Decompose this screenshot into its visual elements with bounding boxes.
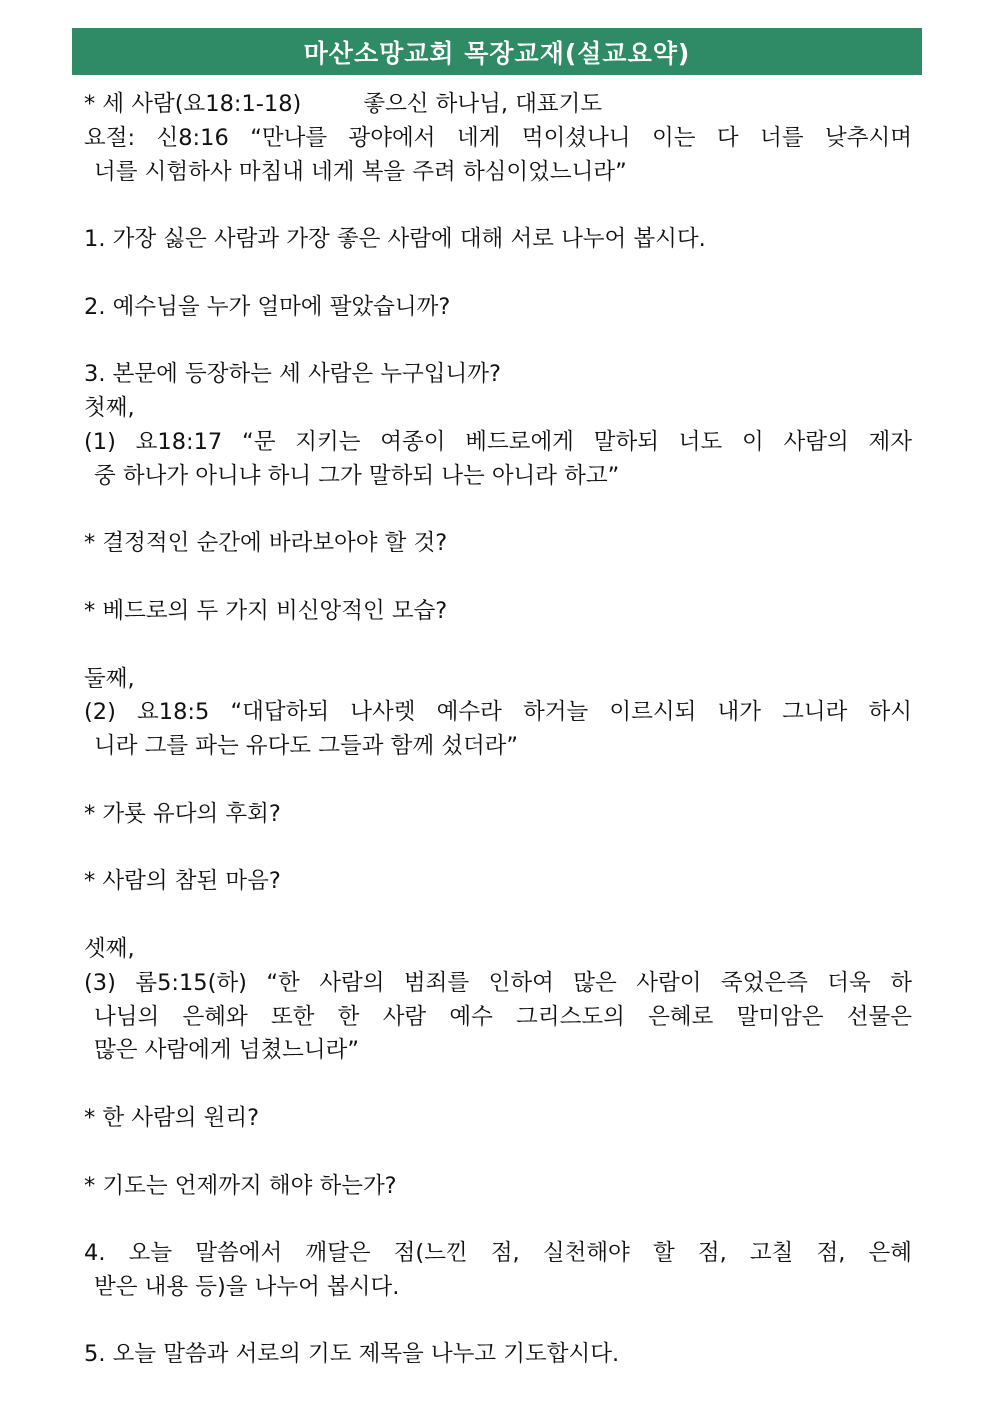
memory-verse-line-2: 너를 시험하사 마침내 네게 복을 주려 하심이었느니라” — [94, 158, 627, 185]
second-point-1: * 가룟 유다의 후회? — [84, 800, 281, 827]
first-label: 첫째, — [84, 395, 135, 422]
second-point-2: * 사람의 참된 마음? — [84, 868, 281, 895]
memory-verse-line-1: 요절: 신8:16 “만나를 광야에서 네게 먹이셨나니 이는 다 너를 낮추시며 — [84, 124, 912, 151]
question-4-line-1: 4. 오늘 말씀에서 깨달은 점(느낀 점, 실천해야 할 점, 고칠 점, 은혜 — [84, 1240, 912, 1267]
question-1: 1. 가장 싫은 사람과 가장 좋은 사람에 대해 서로 나누어 봅시다. — [84, 226, 706, 253]
second-reference-line-1: (2) 요18:5 “대답하되 나사렛 예수라 하거늘 이르시되 내가 그니라 하시 — [84, 699, 912, 726]
second-label: 둘째, — [84, 665, 135, 692]
third-label: 셋째, — [84, 935, 135, 962]
page-title: 마산소망교회 목장교재(설교요약) — [303, 38, 691, 68]
question-5: 5. 오늘 말씀과 서로의 기도 제목을 나누고 기도합시다. — [84, 1341, 620, 1368]
question-4-line-2: 받은 내용 등)을 나누어 봅시다. — [94, 1273, 400, 1300]
third-reference-line-2: 나님의 은혜와 또한 한 사람 예수 그리스도의 은혜로 말미암은 선물은 — [94, 1003, 912, 1030]
document-body — [84, 88, 912, 1372]
third-point-1: * 한 사람의 원리? — [84, 1104, 260, 1131]
page-title-bar — [72, 28, 922, 75]
question-3: 3. 본문에 등장하는 세 사람은 누구입니까? — [84, 361, 501, 388]
third-reference-line-3: 많은 사람에게 넘쳤느니라” — [94, 1037, 360, 1064]
first-point-1: * 결정적인 순간에 바라보아야 할 것? — [84, 530, 448, 557]
third-point-2: * 기도는 언제까지 해야 하는가? — [84, 1172, 397, 1199]
opening-prayer: 좋으신 하나님, 대표기도 — [363, 91, 603, 117]
sermon-line — [84, 88, 912, 122]
first-reference-line-1: (1) 요18:17 “문 지키는 여종이 베드로에게 말하되 너도 이 사람의 제자 — [84, 428, 912, 455]
question-2: 2. 예수님을 누가 얼마에 팔았습니까? — [84, 293, 451, 320]
third-reference-line-1: (3) 롬5:15(하) “한 사람의 범죄를 인하여 많은 사람이 죽었은즉 더욱 하 — [84, 969, 912, 996]
first-reference-line-2: 중 하나가 아니냐 하니 그가 말하되 나는 아니라 하고” — [94, 462, 620, 489]
first-point-2: * 베드로의 두 가지 비신앙적인 모습? — [84, 597, 448, 624]
second-reference-line-2: 니라 그를 파는 유다도 그들과 함께 섰더라” — [94, 733, 519, 760]
sermon-title: * 세 사람(요18:1-18) — [84, 91, 302, 117]
